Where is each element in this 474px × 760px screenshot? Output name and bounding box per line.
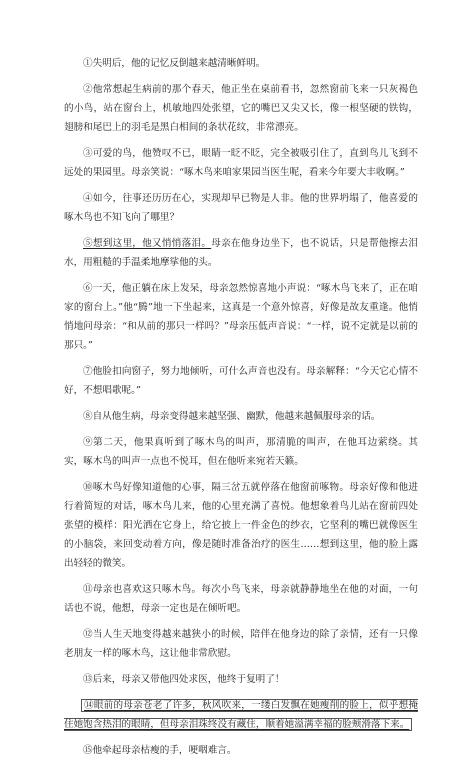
paragraph-10: ⑩啄木鸟好像知道他的心事，隔三岔五就停落在他窗前啄物。母亲好像和他进行着简短的对话，啄木鸟儿来，他的心里充满了喜悦。他想象着鸟儿站在窗前四处张望的模样：阳光洒在它身上，给它披上一件金色的纱衣，它坚利的嘴巴就像医生的小脑袋，来回变动着方向，像是随时准备治疗的医生……想到这里，他的脸上露出轻轻的微笑。 <box>64 482 418 569</box>
paragraph-9: ⑨第二天，他果真听到了啄木鸟的叫声，那清脆的叫声，在他耳边萦绕。其实，啄木鸟的叫声一点也不悦耳，但在他听来宛若天籁。 <box>64 437 418 467</box>
underlined-sentence: ⑤想到这里，他又悄悄落泪。 <box>83 238 212 249</box>
paragraph-3: ③可爱的鸟，他赞叹不已，眼睛一眨不眨，完全被吸引住了，直到鸟儿飞到不远处的果园里。母亲笑说：“啄木鸟来咱家果园当医生呢，看来今年要大丰收啊。” <box>64 148 418 178</box>
paragraph-2: ②他常想起生病前的那个春天，他正坐在桌前看书，忽然窗前飞来一只灰褐色的小鸟，站在窗台上，机敏地四处张望，它的嘴巴又尖又长，像一根坚硬的铁钩，翅膀和尾巴上的羽毛是黑白相间的条状花纹，非常漂亮。 <box>64 84 418 133</box>
paragraph-15: ⑮他牵起母亲枯瘦的手，哽咽难言。 <box>83 745 237 756</box>
paragraph-5 <box>64 234 418 272</box>
paragraph-8: ⑧自从他生病，母亲变得越来越坚强、幽默，他越来越佩服母亲的话。 <box>83 411 381 422</box>
paragraph-6: ⑥一天，他正躺在床上发呆，母亲忽然惊喜地小声说：“啄木鸟飞来了，正在咱家的窗台上。”他“腾”地一下坐起来，这真是一个意外惊喜，好像是故友重逢。他悄悄地问母亲：“和从前的那只一样吗？”母亲压低声音说：“一样，说不定就是以前的那只。” <box>64 283 418 351</box>
boxed-underlined-passage: ⑭眼前的母亲苍老了许多，秋风吹来，一缕白发飘在她瘦削的脸上，似乎想掩住她饱含热泪的眼睛，但母亲泪珠终没有藏住，顺着她溢满幸福的脸颊滑落下来。 <box>64 700 418 730</box>
paragraph-14 <box>64 696 418 734</box>
paragraph-1: ①失明后，他的记忆反倒越来越清晰鲜明。 <box>83 58 266 69</box>
paragraph-4: ④如今，往事还历历在心，实现却早已物是人非。他的世界坍塌了，他喜爱的啄木鸟也不知飞向了哪里？ <box>64 193 418 223</box>
paragraph-12: ⑫当人生天地变得越来越狭小的时候，陪伴在他身边的除了亲情，还有一只像老朋友一样的啄木鸟，这让他非常欣慰。 <box>64 629 418 659</box>
paragraph-5-rest: 母亲在他身边坐下，也不说话，只是帮他擦去泪水，用粗糙的手温柔地摩挲他的头。 <box>64 238 419 268</box>
paragraph-7: ⑦他脸扣向窗子，努力地倾听，可什么声音也没有。母亲解释：“今天它心情不好，不想唱歌呢。” <box>64 366 418 396</box>
paragraph-13: ⑬后来，母亲又带他四处求医，他终于复明了！ <box>83 674 285 685</box>
paragraph-11: ⑪母亲也喜欢这只啄木鸟。每次小鸟飞来，母亲就静静地坐在他的对面，一句话也不说，他想，母亲一定也是在倾听吧。 <box>64 584 418 614</box>
